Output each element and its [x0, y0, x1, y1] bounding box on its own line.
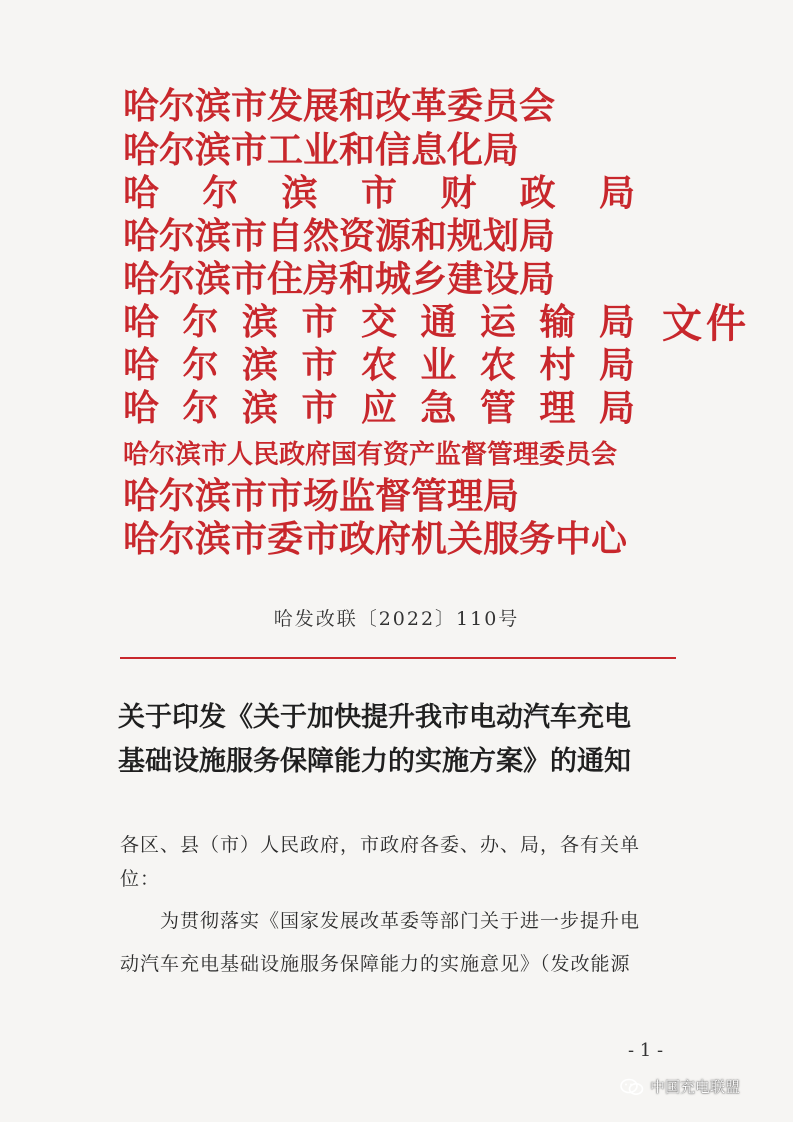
issuer-char: 滨 [241, 344, 278, 386]
issuer-1: 哈尔滨市发展和改革委员会 [123, 85, 556, 127]
issuer-char: 财 [440, 172, 477, 214]
issuer-char: 滨 [241, 387, 278, 429]
salutation-line-1: 各区、县（市）人民政府，市政府各委、办、局，各有关单 [120, 834, 641, 856]
issuer-3 [123, 170, 635, 216]
file-label: 文件 [662, 300, 750, 347]
issuer-char: 市 [360, 172, 397, 214]
issuer-char: 应 [360, 387, 397, 429]
issuer-4: 哈尔滨市自然资源和规划局 [123, 215, 556, 257]
body-line-2: 动汽车充电基础设施服务保障能力的实施意见》（发改能源 [120, 953, 631, 975]
issuer-char: 市 [301, 387, 338, 429]
wechat-icon [620, 1078, 644, 1096]
issuer-char: 输 [539, 301, 576, 343]
issuer-char: 尔 [182, 344, 219, 386]
issuer-char: 通 [420, 301, 457, 343]
issuer-char: 局 [598, 172, 635, 214]
red-divider [120, 657, 676, 659]
issuer-2: 哈尔滨市工业和信息化局 [123, 129, 520, 171]
issuer-char: 尔 [182, 387, 219, 429]
issuer-char: 交 [360, 301, 397, 343]
salutation-line-2: 位： [120, 868, 161, 890]
issuer-char: 滨 [241, 301, 278, 343]
issuer-char: 哈 [123, 172, 160, 214]
issuer-char: 农 [479, 344, 516, 386]
issuer-char: 运 [479, 301, 516, 343]
issuer-char: 哈 [123, 387, 160, 429]
document-title-line-1: 关于印发《关于加快提升我市电动汽车充电 [118, 702, 631, 733]
watermark-text: 中国充电联盟 [650, 1078, 741, 1096]
issuer-6 [123, 299, 635, 345]
issuer-char: 局 [598, 387, 635, 429]
issuer-char: 村 [539, 344, 576, 386]
issuer-char: 尔 [202, 172, 239, 214]
page-number: - 1 - [628, 1040, 664, 1061]
issuing-authorities [0, 0, 793, 560]
document-number: 哈发改联〔2022〕110号 [273, 608, 520, 630]
issuer-char: 急 [420, 387, 457, 429]
issuer-char: 业 [420, 344, 457, 386]
issuer-char: 市 [301, 344, 338, 386]
issuer-char: 局 [598, 344, 635, 386]
issuer-11: 哈尔滨市委市政府机关服务中心 [123, 518, 628, 560]
issuer-char: 市 [301, 301, 338, 343]
issuer-9: 哈尔滨市人民政府国有资产监督管理委员会 [123, 440, 618, 470]
issuer-char: 农 [360, 344, 397, 386]
issuer-char: 尔 [182, 301, 219, 343]
issuer-char: 哈 [123, 344, 160, 386]
issuer-char: 管 [479, 387, 516, 429]
issuer-8 [123, 385, 635, 431]
body-line-1: 为贯彻落实《国家发展改革委等部门关于进一步提升电 [160, 910, 641, 932]
issuer-char: 政 [519, 172, 556, 214]
issuer-5: 哈尔滨市住房和城乡建设局 [123, 258, 556, 300]
issuer-char: 理 [539, 387, 576, 429]
issuer-char: 哈 [123, 301, 160, 343]
document-title-line-2: 基础设施服务保障能力的实施方案》的通知 [118, 746, 631, 777]
issuer-char: 滨 [281, 172, 318, 214]
watermark [620, 1076, 740, 1097]
issuer-char: 局 [598, 301, 635, 343]
issuer-10: 哈尔滨市市场监督管理局 [123, 475, 520, 517]
issuer-7 [123, 342, 635, 388]
